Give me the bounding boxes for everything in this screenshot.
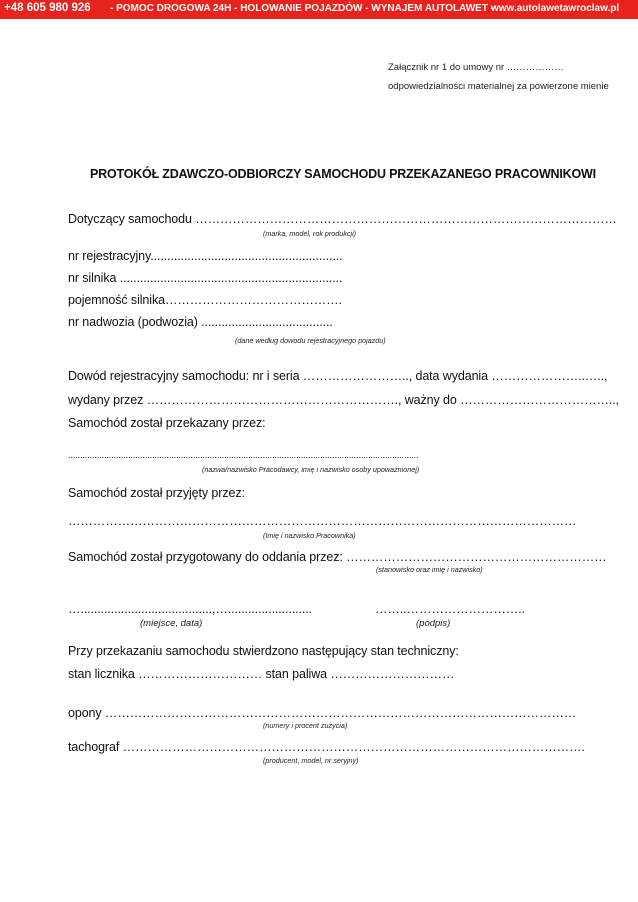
received-by-dots: …………………………………………………………………………………………………………… [68,514,577,528]
issued-by-line: wydany przez ……………………………………………………., ważny do ……………………………….., [68,393,620,407]
place-date-dots: ….......................................,…......................... [68,602,313,616]
tyres-line: opony …………………………………………………………………………………………………… [68,706,577,720]
received-by-hint: (Imię i nazwisko Pracownika) [263,531,356,540]
banner-services: - POMOC DROGOWA 24H - HOLOWANIE POJAZDÓW - WYNAJEM AUTOLAWET - [110,3,495,14]
engine-line: nr silnika .................................................................. [68,271,343,285]
condition-intro: Przy przekazaniu samochodu stwierdzono następujący stan techniczny: [68,644,459,658]
banner-url[interactable]: www.autolawetawroclaw.pl [491,3,620,14]
handed-by-dots: .................................................................................................................................................. [68,450,419,460]
vehicle-hint: (marka, model, rok produkcji) [263,229,357,238]
received-by-label: Samochód został przyjęty przez: [68,486,245,500]
tyres-hint: (numery i procent zużycia) [263,721,348,730]
tachograph-line: tachograf …………………………………………………………………………………………………. [68,740,585,754]
registration-document-line: Dowód rejestracyjny samochodu: nr i seria …………………….., data wydania …………………..….., [68,369,608,383]
tachograph-hint: (producent, model, nr seryjny) [263,756,359,765]
chassis-line: nr nadwozia (podwozia) ....................................... [68,315,333,329]
signature-hint: (podpis) [416,618,451,629]
handed-by-label: Samochód został przekazany przez: [68,416,266,430]
signature-dots: ……..……………………….. [375,602,525,616]
handed-by-hint: (nazwa/nazwisko Pracodawcy, imię i nazwisko osoby upoważnionej) [202,465,420,474]
prepared-by-hint: (stanowisko oraz imię i nazwisko) [376,565,483,574]
registration-line: nr rejestracyjny......................................................... [68,249,343,263]
annex-line-2: odpowiedzialności materialnej za powierzone mienie [388,81,609,92]
banner-phone: +48 605 980 926 [4,2,91,14]
vehicle-line: Dotyczący samochodu ………………………………………………………………………………………… [68,212,617,226]
capacity-line: pojemność silnika……………………………………. [68,293,342,307]
document-title: PROTOKÓŁ ZDAWCZO-ODBIORCZY SAMOCHODU PRZEKAZANEGO PRACOWNIKOWI [90,167,596,181]
annex-line-1: Załącznik nr 1 do umowy nr ……………… [388,62,564,73]
place-date-hint: (miejsce, data) [140,618,203,629]
header-banner [0,0,638,19]
prepared-by-line: Samochód został przygotowany do oddania przez: ……………………………………………………… [68,550,607,564]
meter-fuel-line: stan licznika ………………………… stan paliwa ………………………… [68,667,455,681]
chassis-hint: (dane według dowodu rejestracyjnego pojazdu) [235,336,386,345]
